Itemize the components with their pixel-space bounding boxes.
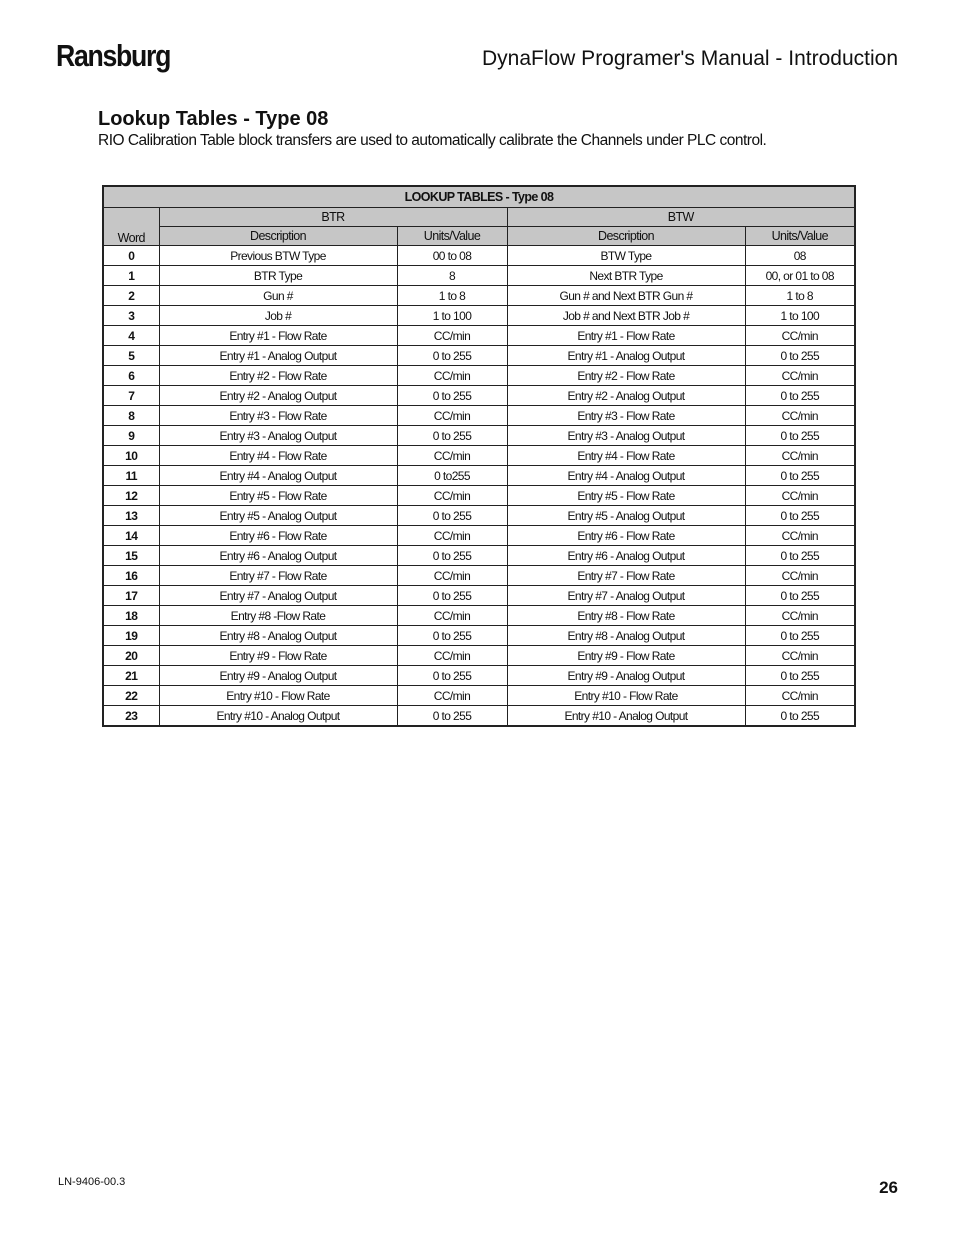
- btw-units-cell: CC/min: [745, 606, 855, 626]
- btw-units-cell: CC/min: [745, 446, 855, 466]
- btw-description-cell: Job # and Next BTR Job #: [507, 306, 745, 326]
- btw-units-cell: 08: [745, 246, 855, 266]
- btr-units-cell: 0 to 255: [397, 546, 507, 566]
- btr-units-cell: 0 to 255: [397, 666, 507, 686]
- table-row: [103, 306, 855, 326]
- btr-units-cell: CC/min: [397, 446, 507, 466]
- btw-units-cell: 0 to 255: [745, 546, 855, 566]
- btw-description-cell: Entry #6 - Analog Output: [507, 546, 745, 566]
- table-row: [103, 666, 855, 686]
- btr-description-cell: Entry #1 - Analog Output: [159, 346, 397, 366]
- btw-description-cell: Entry #9 - Analog Output: [507, 666, 745, 686]
- word-cell: 20: [103, 646, 159, 666]
- btr-description-cell: Entry #4 - Analog Output: [159, 466, 397, 486]
- btw-units-cell: 00, or 01 to 08: [745, 266, 855, 286]
- btw-description-cell: Entry #10 - Analog Output: [507, 706, 745, 727]
- btw-units-cell: 0 to 255: [745, 466, 855, 486]
- page-number: 26: [879, 1178, 898, 1197]
- btr-description-cell: Entry #2 - Flow Rate: [159, 366, 397, 386]
- btw-units-cell: CC/min: [745, 326, 855, 346]
- btr-description-cell: Entry #3 - Flow Rate: [159, 406, 397, 426]
- btr-units-cell: 0 to 255: [397, 426, 507, 446]
- btw-description-cell: Entry #5 - Flow Rate: [507, 486, 745, 506]
- word-cell: 5: [103, 346, 159, 366]
- btw-description-cell: Entry #8 - Flow Rate: [507, 606, 745, 626]
- table-row: [103, 526, 855, 546]
- btw-description-cell: Entry #3 - Flow Rate: [507, 406, 745, 426]
- btr-description-cell: Entry #7 - Flow Rate: [159, 566, 397, 586]
- word-cell: 10: [103, 446, 159, 466]
- btr-description-cell: Job #: [159, 306, 397, 326]
- table-row: [103, 486, 855, 506]
- word-cell: 17: [103, 586, 159, 606]
- btw-units-cell: 1 to 100: [745, 306, 855, 326]
- btr-units-cell: CC/min: [397, 646, 507, 666]
- btw-description-cell: Entry #2 - Flow Rate: [507, 366, 745, 386]
- table-body: [103, 246, 855, 727]
- word-cell: 3: [103, 306, 159, 326]
- btr-units-cell: 00 to 08: [397, 246, 507, 266]
- btr-units-cell: 1 to 100: [397, 306, 507, 326]
- btw-description-cell: Entry #10 - Flow Rate: [507, 686, 745, 706]
- btw-units-cell: CC/min: [745, 406, 855, 426]
- btw-description-cell: Entry #7 - Flow Rate: [507, 566, 745, 586]
- btr-description-cell: Entry #5 - Analog Output: [159, 506, 397, 526]
- table-row: [103, 326, 855, 346]
- word-cell: 15: [103, 546, 159, 566]
- btw-description-cell: Entry #9 - Flow Rate: [507, 646, 745, 666]
- word-cell: 23: [103, 706, 159, 727]
- btr-units-cell: 0 to 255: [397, 586, 507, 606]
- btw-units-cell: 0 to 255: [745, 666, 855, 686]
- btr-units-cell: CC/min: [397, 526, 507, 546]
- btr-units-cell: 0 to 255: [397, 706, 507, 727]
- table-title: LOOKUP TABLES - Type 08: [103, 186, 855, 208]
- word-cell: 12: [103, 486, 159, 506]
- manual-header-title: DynaFlow Programer's Manual - Introduction: [481, 47, 898, 70]
- table-row: [103, 706, 855, 727]
- btw-units-cell: 0 to 255: [745, 586, 855, 606]
- table-row: [103, 546, 855, 566]
- btr-description-cell: Entry #10 - Analog Output: [159, 706, 397, 727]
- btw-description-cell: Entry #8 - Analog Output: [507, 626, 745, 646]
- btw-units-cell: CC/min: [745, 646, 855, 666]
- table-row: [103, 626, 855, 646]
- btw-description-cell: Entry #6 - Flow Rate: [507, 526, 745, 546]
- btw-description-cell: Entry #2 - Analog Output: [507, 386, 745, 406]
- btw-description-header: Description: [507, 227, 745, 246]
- section-intro: RIO Calibration Table block transfers are used to automatically calibrate the Channels under PLC control.: [98, 132, 767, 149]
- word-cell: 16: [103, 566, 159, 586]
- btr-units-cell: CC/min: [397, 326, 507, 346]
- btw-group-header: BTW: [507, 208, 855, 227]
- btr-description-cell: Entry #8 -Flow Rate: [159, 606, 397, 626]
- btw-description-cell: Next BTR Type: [507, 266, 745, 286]
- table-row: [103, 346, 855, 366]
- btr-description-cell: Entry #1 - Flow Rate: [159, 326, 397, 346]
- word-cell: 21: [103, 666, 159, 686]
- word-cell: 9: [103, 426, 159, 446]
- table-row: [103, 386, 855, 406]
- btr-description-cell: Entry #6 - Analog Output: [159, 546, 397, 566]
- btr-units-cell: CC/min: [397, 686, 507, 706]
- lookup-table: [102, 185, 856, 727]
- btr-description-cell: Gun #: [159, 286, 397, 306]
- table-row: [103, 246, 855, 266]
- btw-description-cell: Entry #5 - Analog Output: [507, 506, 745, 526]
- table-row: [103, 446, 855, 466]
- btr-description-cell: Previous BTW Type: [159, 246, 397, 266]
- btw-units-cell: CC/min: [745, 366, 855, 386]
- btr-units-cell: CC/min: [397, 566, 507, 586]
- brand-logo: Ransburg: [56, 38, 171, 73]
- table-row: [103, 286, 855, 306]
- btr-units-cell: 1 to 8: [397, 286, 507, 306]
- btw-units-cell: 1 to 8: [745, 286, 855, 306]
- btw-description-cell: Entry #3 - Analog Output: [507, 426, 745, 446]
- table-row: [103, 646, 855, 666]
- table-row: [103, 506, 855, 526]
- btw-units-cell: 0 to 255: [745, 626, 855, 646]
- btw-description-cell: Entry #7 - Analog Output: [507, 586, 745, 606]
- btr-description-cell: Entry #10 - Flow Rate: [159, 686, 397, 706]
- word-cell: 4: [103, 326, 159, 346]
- btw-description-cell: Entry #4 - Analog Output: [507, 466, 745, 486]
- btw-units-cell: CC/min: [745, 686, 855, 706]
- btr-units-cell: 0 to 255: [397, 386, 507, 406]
- table-row: [103, 586, 855, 606]
- btw-units-cell: CC/min: [745, 526, 855, 546]
- btr-units-cell: CC/min: [397, 486, 507, 506]
- btw-units-cell: 0 to 255: [745, 386, 855, 406]
- btr-units-cell: 0 to 255: [397, 626, 507, 646]
- btr-description-cell: Entry #4 - Flow Rate: [159, 446, 397, 466]
- word-cell: 0: [103, 246, 159, 266]
- btr-units-cell: 0 to 255: [397, 506, 507, 526]
- word-cell: 18: [103, 606, 159, 626]
- btr-units-cell: CC/min: [397, 406, 507, 426]
- btw-description-cell: BTW Type: [507, 246, 745, 266]
- word-cell: 11: [103, 466, 159, 486]
- btr-description-cell: BTR Type: [159, 266, 397, 286]
- btr-description-cell: Entry #8 - Analog Output: [159, 626, 397, 646]
- btr-group-header: BTR: [159, 208, 507, 227]
- btr-units-cell: CC/min: [397, 606, 507, 626]
- word-cell: 14: [103, 526, 159, 546]
- btw-description-cell: Entry #1 - Flow Rate: [507, 326, 745, 346]
- section-title: Lookup Tables - Type 08: [98, 108, 329, 130]
- word-cell: 13: [103, 506, 159, 526]
- table-row: [103, 606, 855, 626]
- word-cell: 8: [103, 406, 159, 426]
- btw-units-cell: 0 to 255: [745, 426, 855, 446]
- table-row: [103, 426, 855, 446]
- btr-description-cell: Entry #3 - Analog Output: [159, 426, 397, 446]
- btw-description-cell: Gun # and Next BTR Gun #: [507, 286, 745, 306]
- btr-description-cell: Entry #2 - Analog Output: [159, 386, 397, 406]
- btr-description-cell: Entry #9 - Analog Output: [159, 666, 397, 686]
- btr-units-cell: 0 to 255: [397, 346, 507, 366]
- btr-units-header: Units/Value: [397, 227, 507, 246]
- word-cell: 1: [103, 266, 159, 286]
- btr-description-cell: Entry #7 - Analog Output: [159, 586, 397, 606]
- btr-units-cell: 8: [397, 266, 507, 286]
- btw-units-header: Units/Value: [745, 227, 855, 246]
- btr-units-cell: 0 to255: [397, 466, 507, 486]
- table-row: [103, 406, 855, 426]
- btr-description-cell: Entry #9 - Flow Rate: [159, 646, 397, 666]
- word-column-header: Word: [103, 208, 159, 246]
- table-row: [103, 366, 855, 386]
- word-cell: 2: [103, 286, 159, 306]
- btw-units-cell: CC/min: [745, 486, 855, 506]
- btr-units-cell: CC/min: [397, 366, 507, 386]
- btw-description-cell: Entry #4 - Flow Rate: [507, 446, 745, 466]
- word-cell: 7: [103, 386, 159, 406]
- btw-units-cell: CC/min: [745, 566, 855, 586]
- word-cell: 19: [103, 626, 159, 646]
- btw-units-cell: 0 to 255: [745, 506, 855, 526]
- table-row: [103, 566, 855, 586]
- btr-description-cell: Entry #5 - Flow Rate: [159, 486, 397, 506]
- btw-units-cell: 0 to 255: [745, 706, 855, 727]
- document-code: LN-9406-00.3: [58, 1176, 126, 1188]
- table-row: [103, 466, 855, 486]
- table-row: [103, 266, 855, 286]
- btw-units-cell: 0 to 255: [745, 346, 855, 366]
- word-cell: 6: [103, 366, 159, 386]
- table-row: [103, 686, 855, 706]
- btr-description-header: Description: [159, 227, 397, 246]
- word-cell: 22: [103, 686, 159, 706]
- btr-description-cell: Entry #6 - Flow Rate: [159, 526, 397, 546]
- btw-description-cell: Entry #1 - Analog Output: [507, 346, 745, 366]
